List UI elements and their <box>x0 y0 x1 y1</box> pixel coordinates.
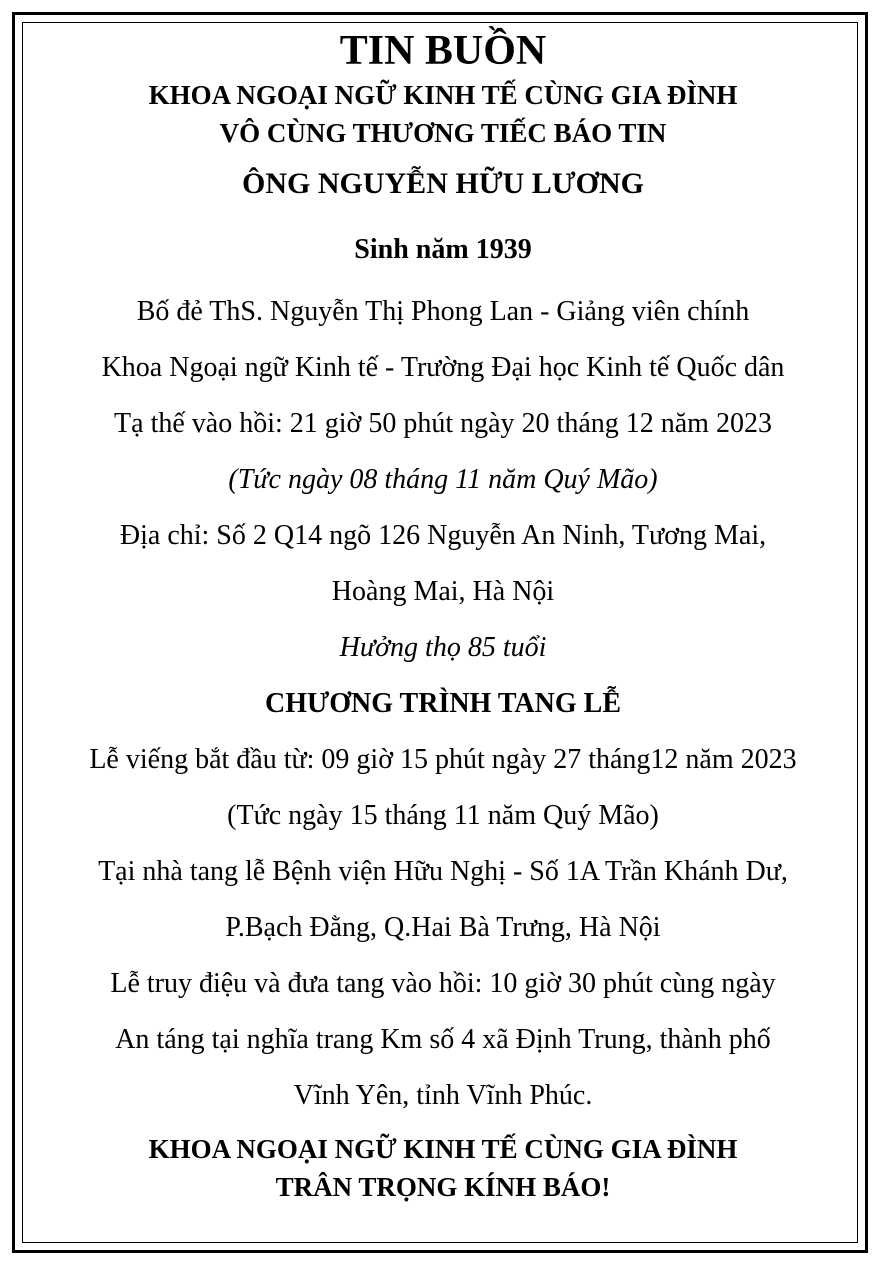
age-line: Hưởng thọ 85 tuổi <box>339 632 547 663</box>
death-time: Tạ thế vào hồi: 21 giờ 50 phút ngày 20 tháng 12 năm 2023 <box>114 408 772 439</box>
relation-line-1: Bố đẻ ThS. Nguyễn Thị Phong Lan - Giảng viên chính <box>136 296 750 327</box>
venue-line-2: P.Bạch Đằng, Q.Hai Bà Trưng, Hà Nội <box>225 912 661 943</box>
header-line-1: KHOA NGOẠI NGỮ KINH TẾ CÙNG GIA ĐÌNH <box>148 80 738 110</box>
burial-line-1: An táng tại nghĩa trang Km số 4 xã Định Trung, thành phố <box>115 1024 771 1055</box>
birth-year: Sinh năm 1939 <box>354 234 532 265</box>
address-line-2: Hoàng Mai, Hà Nội <box>331 576 555 607</box>
visit-time: Lễ viếng bắt đầu từ: 09 giờ 15 phút ngày 27 tháng12 năm 2023 <box>89 744 797 775</box>
venue-line-1: Tại nhà tang lễ Bệnh viện Hữu Nghị - Số 1A Trần Khánh Dư, <box>98 856 788 887</box>
death-lunar-date: (Tức ngày 08 tháng 11 năm Quý Mão) <box>228 464 658 495</box>
obituary-notice <box>24 26 862 1206</box>
relation-line-2: Khoa Ngoại ngữ Kinh tế - Trường Đại học Kinh tế Quốc dân <box>101 352 785 383</box>
visit-lunar-date: (Tức ngày 15 tháng 11 năm Quý Mão) <box>227 800 659 831</box>
address-line-1: Địa chỉ: Số 2 Q14 ngõ 126 Nguyễn An Ninh, Tương Mai, <box>119 520 767 551</box>
footer-line-2: TRÂN TRỌNG KÍNH BÁO! <box>275 1172 611 1202</box>
burial-line-2: Vĩnh Yên, tỉnh Vĩnh Phúc. <box>293 1080 593 1111</box>
footer-line-1: KHOA NGOẠI NGỮ KINH TẾ CÙNG GIA ĐÌNH <box>148 1134 738 1164</box>
memorial-time: Lễ truy điệu và đưa tang vào hồi: 10 giờ 30 phút cùng ngày <box>110 968 776 999</box>
deceased-name: ÔNG NGUYỄN HỮU LƯƠNG <box>242 167 644 200</box>
program-heading: CHƯƠNG TRÌNH TANG LỄ <box>264 688 621 719</box>
header-line-2: VÔ CÙNG THƯƠNG TIẾC BÁO TIN <box>219 118 667 148</box>
notice-title: TIN BUỒN <box>339 28 547 74</box>
